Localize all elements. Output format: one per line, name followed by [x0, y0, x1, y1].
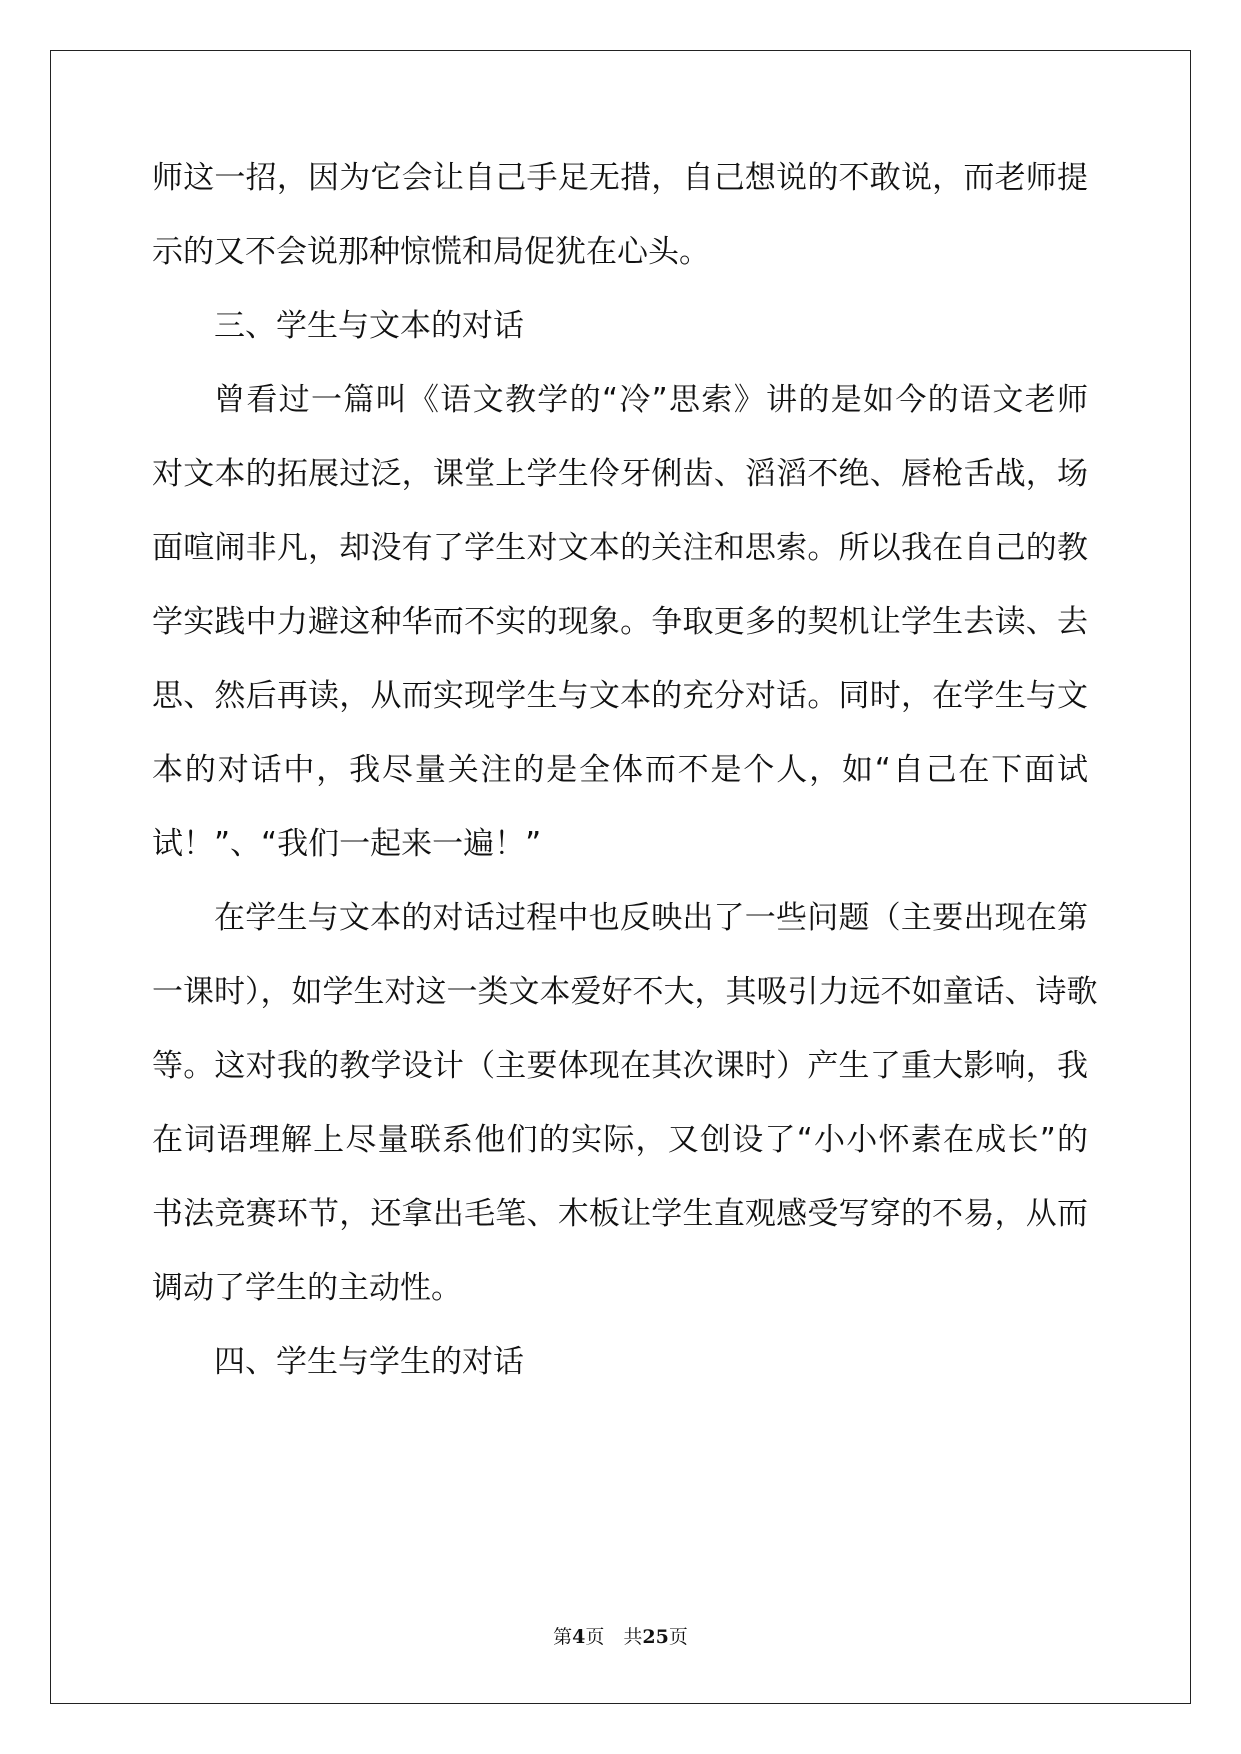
- text-line: 示的又不会说那种惊慌和局促犹在心头。: [152, 234, 710, 270]
- section-heading: 三、学生与文本的对话: [214, 308, 524, 344]
- total-page-number: 25: [642, 1626, 669, 1648]
- footer-mid: 页 共: [585, 1626, 643, 1648]
- text-line: 曾看过一篇叫《语文教学的“冷”思索》讲的是如今的语文老师: [214, 382, 1088, 418]
- text-line: 在词语理解上尽量联系他们的实际，又创设了“小小怀素在成长”的: [152, 1122, 1088, 1158]
- text-line: 学实践中力避这种华而不实的现象。争取更多的契机让学生去读、去: [152, 604, 1088, 640]
- text-line: 一课时），如学生对这一类文本爱好不大，其吸引力远不如童话、诗歌: [152, 974, 1098, 1010]
- text-line: 书法竞赛环节，还拿出毛笔、木板让学生直观感受写穿的不易，从而: [152, 1196, 1088, 1232]
- text-line: 本的对话中，我尽量关注的是全体而不是个人，如“自己在下面试: [152, 752, 1088, 788]
- text-line: 调动了学生的主动性。: [152, 1270, 462, 1306]
- footer-prefix: 第: [553, 1626, 573, 1648]
- text-line: 师这一招，因为它会让自己手足无措，自己想说的不敢说，而老师提: [152, 160, 1088, 196]
- footer-suffix: 页: [668, 1626, 688, 1648]
- page-border: [50, 50, 1191, 1704]
- current-page-number: 4: [572, 1626, 586, 1648]
- text-line: 在学生与文本的对话过程中也反映出了一些问题（主要出现在第: [214, 900, 1088, 936]
- text-line: 思、然后再读，从而实现学生与文本的充分对话。同时，在学生与文: [152, 678, 1088, 714]
- text-line: 试！”、“我们一起来一遍！”: [152, 826, 542, 862]
- section-heading: 四、学生与学生的对话: [214, 1344, 524, 1380]
- text-line: 等。这对我的教学设计（主要体现在其次课时）产生了重大影响，我: [152, 1048, 1088, 1084]
- page-footer: [0, 1625, 1241, 1649]
- text-line: 对文本的拓展过泛，课堂上学生伶牙俐齿、滔滔不绝、唇枪舌战，场: [152, 456, 1088, 492]
- text-line: 面喧闹非凡，却没有了学生对文本的关注和思索。所以我在自己的教: [152, 530, 1088, 566]
